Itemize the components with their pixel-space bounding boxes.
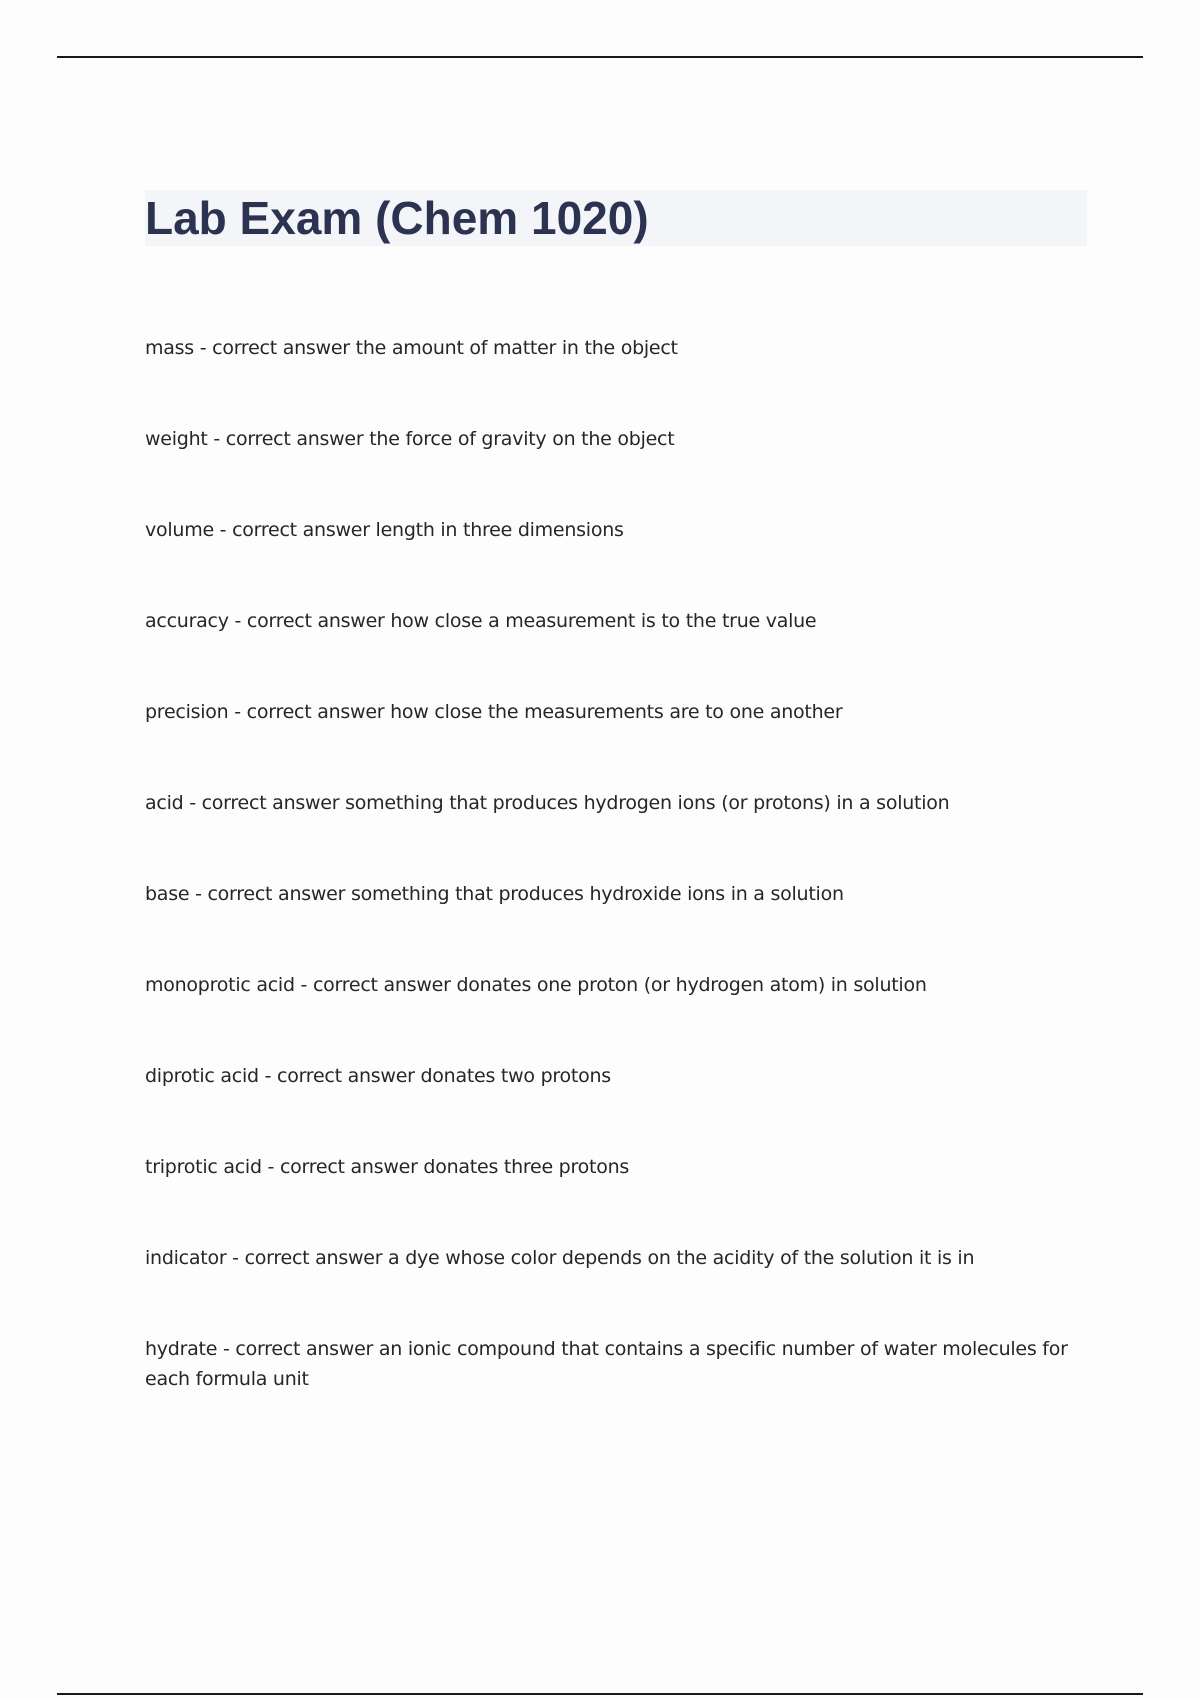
list-item: indicator - correct answer a dye whose color depends on the acidity of the solution it is in [145, 1247, 975, 1269]
list-item: triprotic acid - correct answer donates three protons [145, 1156, 630, 1178]
header-rule [57, 56, 1143, 58]
flashcard-list [145, 333, 1090, 1455]
list-item: hydrate - correct answer an ionic compound that contains a specific number of water molecules for each formula unit [145, 1338, 1068, 1390]
list-item: monoprotic acid - correct answer donates one proton (or hydrogen atom) in solution [145, 974, 927, 996]
list-item: mass - correct answer the amount of matter in the object [145, 337, 678, 359]
list-item: base - correct answer something that produces hydroxide ions in a solution [145, 883, 844, 905]
list-item: diprotic acid - correct answer donates two protons [145, 1065, 611, 1087]
list-item: acid - correct answer something that produces hydrogen ions (or protons) in a solution [145, 792, 950, 814]
footer-rule [57, 1693, 1143, 1695]
list-item: volume - correct answer length in three dimensions [145, 519, 624, 541]
page-title: Lab Exam (Chem 1020) [145, 192, 649, 244]
list-item: precision - correct answer how close the measurements are to one another [145, 701, 843, 723]
list-item: accuracy - correct answer how close a measurement is to the true value [145, 610, 817, 632]
list-item: weight - correct answer the force of gravity on the object [145, 428, 675, 450]
